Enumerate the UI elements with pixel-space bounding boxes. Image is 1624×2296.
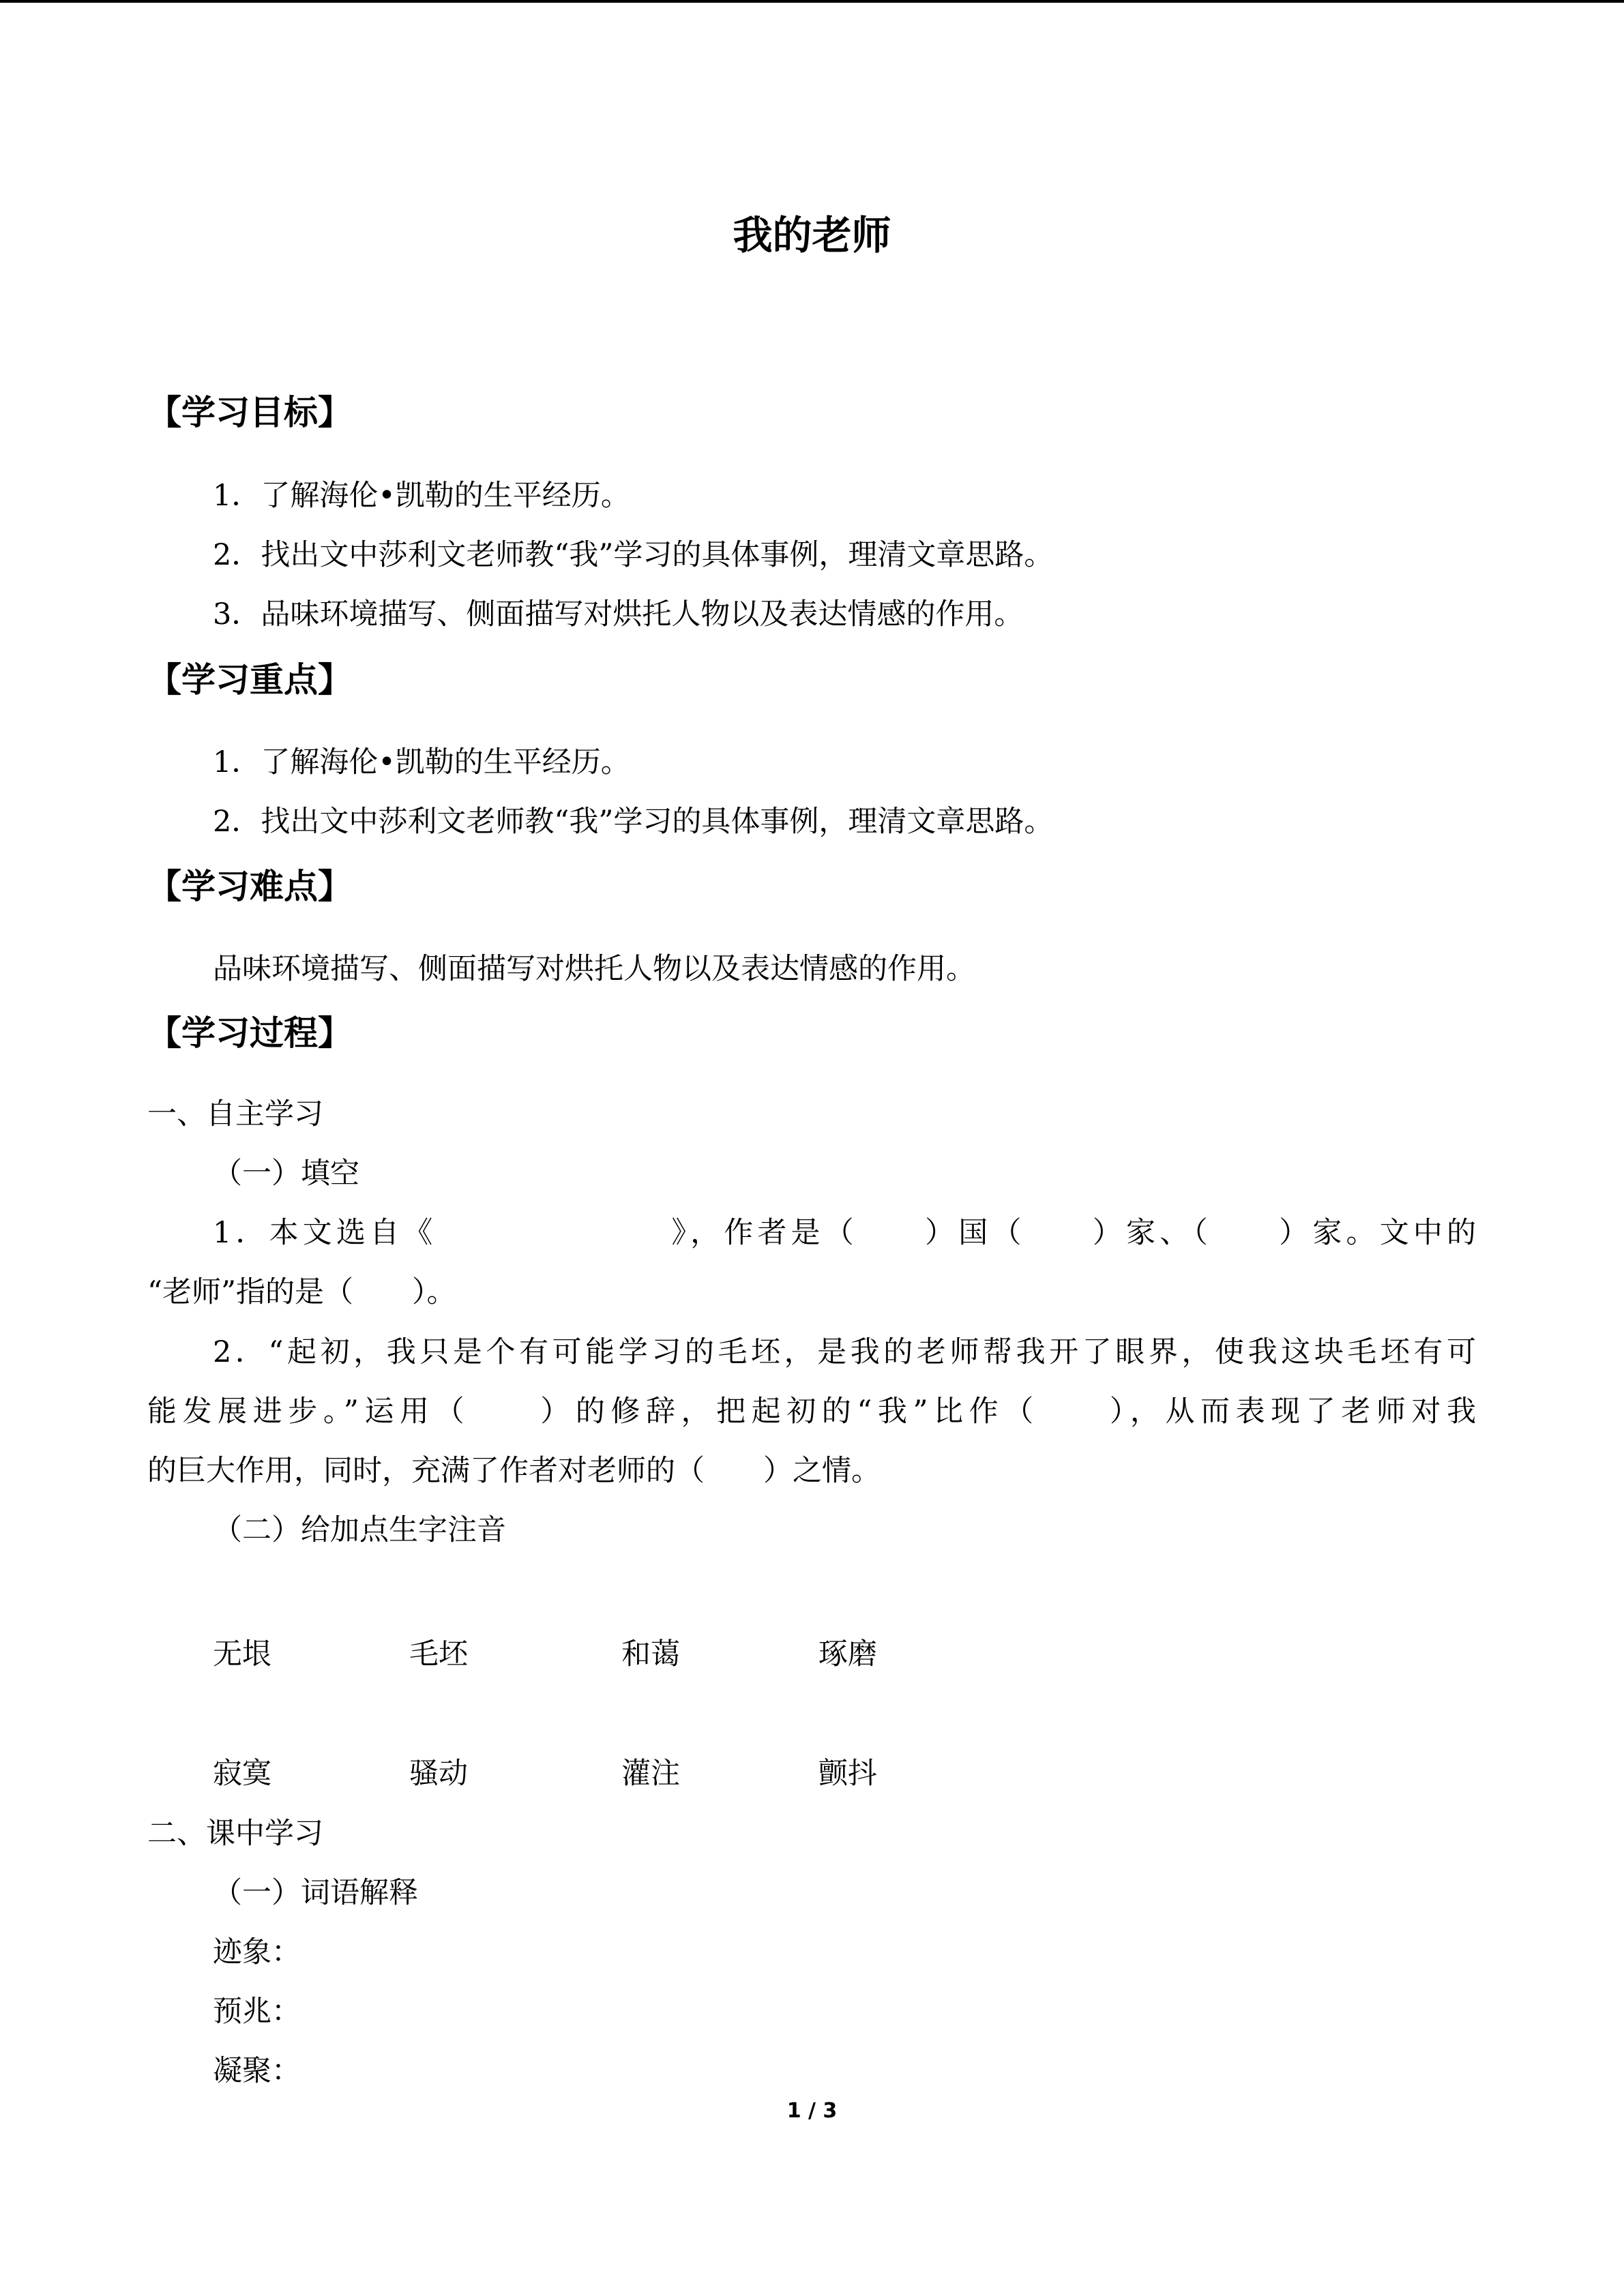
vocab-term: 迹象： bbox=[213, 1935, 301, 1969]
vocab-term: 预兆： bbox=[213, 1995, 301, 2029]
vocab-word: 寂寞 bbox=[213, 1757, 271, 1791]
key-point-item: 1．了解海伦•凯勒的生平经历。 bbox=[213, 745, 630, 779]
top-border-line bbox=[0, 0, 1624, 3]
question-two-line: 2．“起初，我只是个有可能学习的毛坯，是我的老师帮我开了眼界，使我这块毛坯有可 bbox=[213, 1335, 1476, 1369]
goal-item: 1．了解海伦•凯勒的生平经历。 bbox=[213, 479, 630, 513]
goal-item: 2．找出文中莎利文老师教“我”学习的具体事例，理清文章思路。 bbox=[213, 538, 1054, 572]
pinyin-title: （二）给加点生字注音 bbox=[213, 1513, 506, 1547]
question-one-line: “老师”指的是（ ）。 bbox=[147, 1275, 456, 1309]
key-point-item: 2．找出文中莎利文老师教“我”学习的具体事例，理清文章思路。 bbox=[213, 805, 1054, 839]
document-title: 我的老师 bbox=[733, 212, 891, 258]
part-one-title: 一、自主学习 bbox=[147, 1097, 323, 1131]
vocab-word: 毛坯 bbox=[409, 1637, 468, 1671]
difficulty-text: 品味环境描写、侧面描写对烘托人物以及表达情感的作用。 bbox=[213, 952, 975, 986]
vocab-word: 骚动 bbox=[409, 1757, 468, 1791]
vocab-word: 琢磨 bbox=[818, 1637, 877, 1671]
question-one-line: 1．本文选自《 》，作者是（ ）国（ ）家、（ ）家。文中的 bbox=[213, 1216, 1476, 1250]
vocab-word: 和蔼 bbox=[621, 1637, 680, 1671]
section-heading-difficulty: 【学习难点】 bbox=[147, 867, 352, 906]
fill-blank-title: （一）填空 bbox=[213, 1157, 359, 1191]
vocab-word: 无垠 bbox=[213, 1637, 271, 1671]
vocab-word: 灌注 bbox=[621, 1757, 680, 1791]
vocab-word: 颤抖 bbox=[818, 1757, 877, 1791]
question-two-line: 能发展进步。”运用（ ）的修辞，把起初的“我”比作（ ），从而表现了老师对我 bbox=[147, 1395, 1476, 1429]
section-heading-process: 【学习过程】 bbox=[147, 1013, 352, 1053]
vocab-explain-title: （一）词语解释 bbox=[213, 1876, 418, 1910]
page-number: 1 / 3 bbox=[786, 2099, 838, 2123]
question-two-line: 的巨大作用，同时，充满了作者对老师的（ ）之情。 bbox=[147, 1454, 881, 1488]
section-heading-key-points: 【学习重点】 bbox=[147, 660, 352, 700]
part-two-title: 二、课中学习 bbox=[147, 1817, 323, 1851]
vocab-term: 凝聚： bbox=[213, 2054, 301, 2088]
goal-item: 3．品味环境描写、侧面描写对烘托人物以及表达情感的作用。 bbox=[213, 597, 1024, 631]
section-heading-goals: 【学习目标】 bbox=[147, 393, 352, 432]
